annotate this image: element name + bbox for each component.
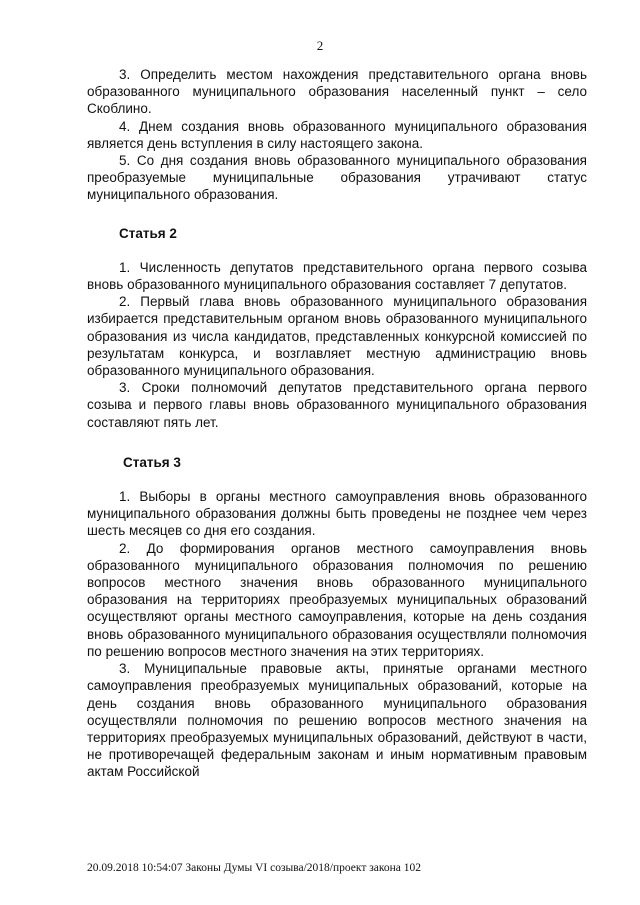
document-footer: 20.09.2018 10:54:07 Законы Думы VI созыва/2018/проект закона 102: [87, 862, 422, 874]
document-body: [87, 66, 587, 781]
paragraph: 3. Сроки полномочий депутатов представительного органа первого созыва и первого главы вновь образованного муниципального образования составляют пять лет.: [87, 380, 587, 430]
paragraph: 2. Первый глава вновь образованного муниципального образования избирается представительным органом вновь образованного муниципального образования из числа кандидатов, представленных конкурсной комиссией по результатам конкурса, и возглавляет местную администрацию вновь образованного муниципального образования.: [87, 294, 587, 379]
article-2-heading: Статья 2: [119, 225, 177, 241]
paragraph: 5. Со дня создания вновь образованного муниципального образования преобразуемые муниципальные образования утрачивают статус муниципального образования.: [87, 153, 587, 203]
paragraph: 1. Выборы в органы местного самоуправления вновь образованного муниципального образования должны быть проведены не позднее чем через шесть месяцев со дня его создания.: [87, 489, 587, 539]
paragraph: 2. До формирования органов местного самоуправления вновь образованного муниципального образования полномочия по решению вопросов местного значения вновь образованного муниципального образования на территориях преобразуемых муниципальных образований осуществляют органы местного самоуправления, которые на день создания вновь образованного муниципального образования осуществляли полномочия по решению вопросов местного значения на этих территориях.: [87, 540, 587, 659]
article-3-heading: Статья 3: [123, 454, 181, 470]
paragraph: 3. Определить местом нахождения представительного органа вновь образованного муниципального образования населенный пункт – село Скоблино.: [87, 67, 587, 117]
page-number: 2: [316, 38, 324, 53]
paragraph: 3. Муниципальные правовые акты, принятые органами местного самоуправления преобразуемых муниципальных образований, которые на день создания вновь образованного муниципального образования осуществляли полномочия по решению вопросов местного значения на территориях преобразуемых муниципальных образований, действуют в части, не противоречащей федеральным законам и иным нормативным правовым актам Российской: [87, 661, 587, 780]
paragraph: 4. Днем создания вновь образованного муниципального образования является день вступления в силу настоящего закона.: [87, 118, 587, 151]
paragraph: 1. Численность депутатов представительного органа первого созыва вновь образованного муниципального образования составляет 7 депутатов.: [87, 259, 587, 293]
